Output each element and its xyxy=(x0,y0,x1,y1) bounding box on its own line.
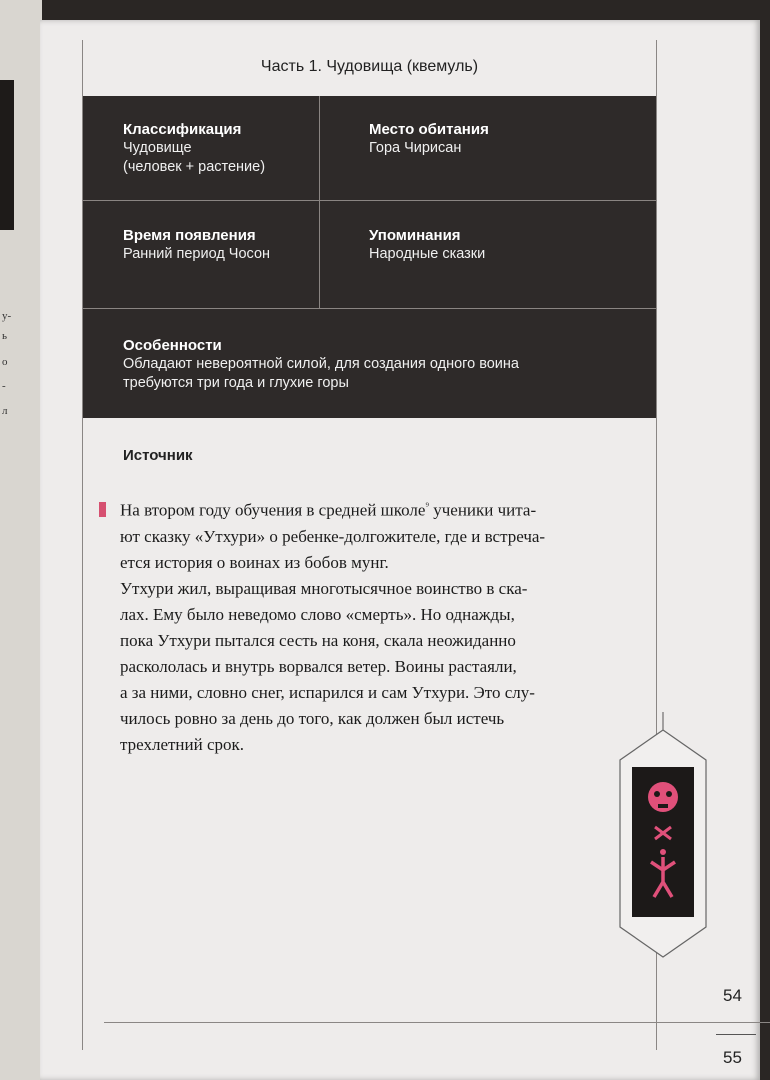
body-line: Утхури жил, выращивая многотысячное воинство в ска- xyxy=(120,578,528,598)
features-cell xyxy=(123,336,519,393)
monster-emblem-icon xyxy=(618,712,708,962)
habitat-label: Место обитания xyxy=(369,121,489,138)
info-panel xyxy=(83,96,656,418)
period-value: Ранний период Чосон xyxy=(123,246,271,262)
mentions-label: Упоминания xyxy=(369,227,461,244)
habitat-cell xyxy=(369,120,489,158)
body-line: На втором году обучения в средней школе$^{^9}$ ученики чита- xyxy=(120,500,537,520)
book-page xyxy=(40,20,760,1080)
mentions-cell xyxy=(369,226,485,264)
features-value: Обладают невероятной силой, для создания одного воина xyxy=(123,356,519,372)
section-marker-icon xyxy=(99,502,106,517)
left-text-fragment: у- xyxy=(2,310,12,322)
classification-cell xyxy=(123,120,265,177)
classification-value-2: (человек + растение) xyxy=(123,159,266,175)
body-line: чилось ровно за день до того, как должен был истечь xyxy=(120,708,505,728)
period-label: Время появления xyxy=(123,227,256,244)
footnote-ref: ⁹ xyxy=(425,501,429,512)
source-heading: Источник xyxy=(123,447,193,464)
classification-label: Классификация xyxy=(123,121,242,138)
left-text-fragment: л xyxy=(2,405,8,417)
period-cell xyxy=(123,226,270,264)
left-page-edge xyxy=(0,0,42,1080)
left-text-fragment: о xyxy=(2,356,8,368)
body-line: ют сказку «Утхури» о ребенке-долгожителе, где и встреча- xyxy=(120,526,546,546)
page-number-top: 54 xyxy=(723,986,742,1005)
page-number-bottom: 55 xyxy=(723,1048,742,1067)
body-line: раскололась и внутрь ворвался ветер. Воины растаяли, xyxy=(120,656,517,676)
body-line: а за ними, словно снег, испарился и сам Утхури. Это слу- xyxy=(120,682,535,702)
page-number-divider xyxy=(716,1034,756,1035)
left-text-fragment: - xyxy=(2,380,6,392)
divider xyxy=(83,308,656,309)
features-value-2: требуются три года и глухие горы xyxy=(123,375,349,391)
body-line: трехлетний срок. xyxy=(120,734,245,754)
habitat-value: Гора Чирисан xyxy=(369,140,462,156)
page-title: Часть 1. Чудовища (квемуль) xyxy=(260,58,479,75)
features-label: Особенности xyxy=(123,337,222,354)
body-line: ется история о воинах из бобов мунг. xyxy=(120,552,389,572)
footer-rule xyxy=(104,1022,770,1023)
left-text-fragment: ь xyxy=(2,330,8,342)
classification-value: Чудовище xyxy=(123,140,192,156)
page-content-frame xyxy=(82,40,657,1050)
source-body xyxy=(120,494,640,758)
body-line: лах. Ему было неведомо слово «смерть». Но однажды, xyxy=(120,604,515,624)
mentions-value: Народные сказки xyxy=(369,246,486,262)
divider xyxy=(319,96,320,308)
left-page-image-fragment xyxy=(0,80,14,230)
body-line: пока Утхури пытался сесть на коня, скала неожиданно xyxy=(120,630,516,650)
divider xyxy=(83,200,656,201)
